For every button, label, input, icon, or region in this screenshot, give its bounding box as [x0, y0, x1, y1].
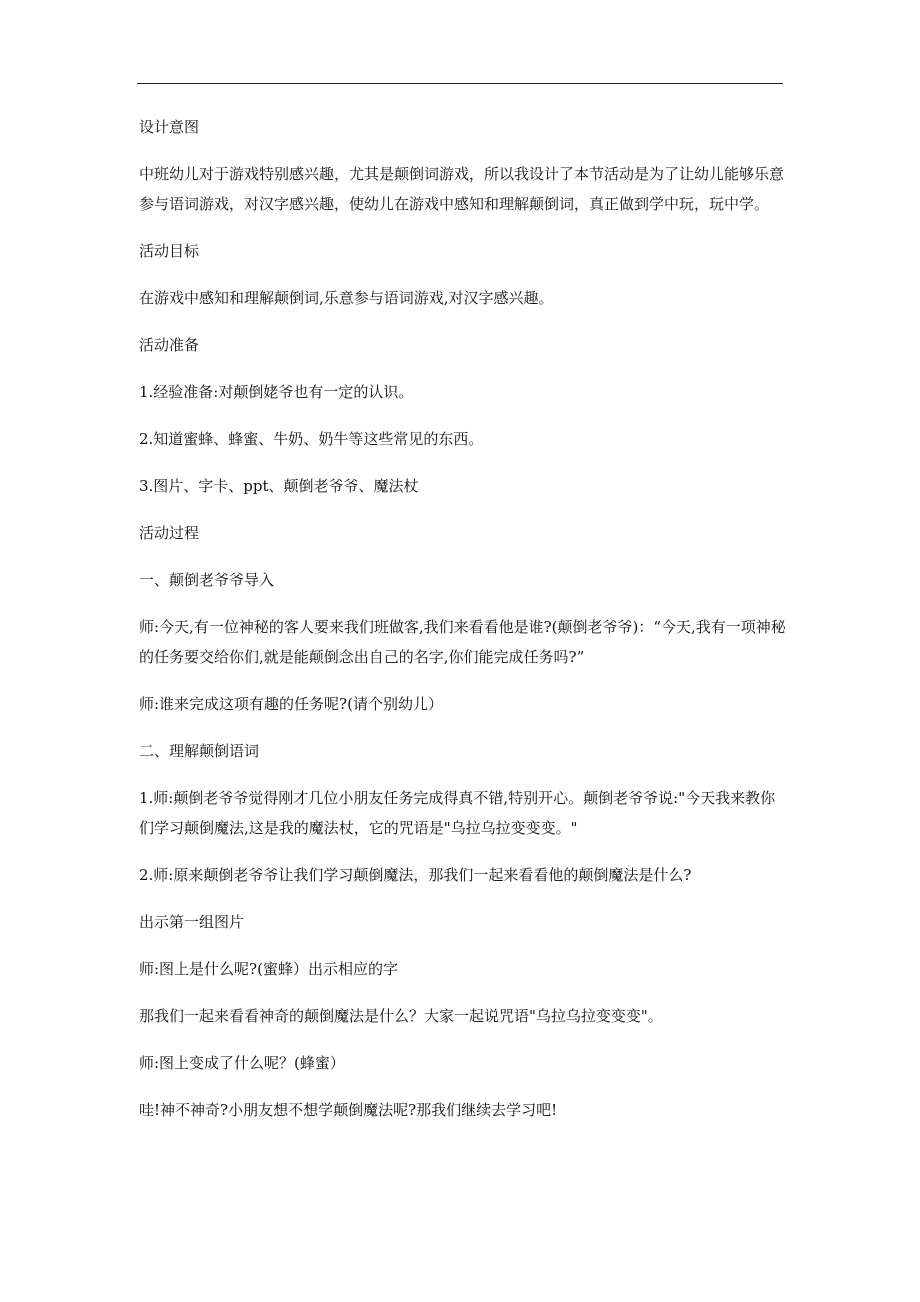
paragraph-spell: 那我们一起来看看神奇的颠倒魔法是什么？大家一起说咒语"乌拉乌拉变变变"。 — [139, 1007, 663, 1025]
paragraph-design-intent: 中班幼儿对于游戏特别感兴趣，尤其是颠倒词游戏，所以我设计了本节活动是为了让幼儿能够乐意参与语词游戏，对汉字感兴趣，使幼儿在游戏中感知和理解颠倒词，真正做到学中玩，玩中学。 — [139, 165, 785, 213]
paragraph-question-2: 师:图上变成了什么呢？(蜂蜜） — [139, 1054, 345, 1072]
paragraph-show-pictures: 出示第一组图片 — [139, 913, 245, 931]
paragraph-teacher-intro: 师:今天,有一位神秘的客人要来我们班做客,我们来看看他是谁?(颠倒老爷爷)：“今天,我有一项神秘的任务要交给你们,就是能颠倒念出自己的名字,你们能完成任务吗?” — [139, 618, 786, 666]
paragraph-step-2: 2.师:原来颠倒老爷爷让我们学习颠倒魔法，那我们一起来看看他的颠倒魔法是什么? — [139, 866, 692, 884]
paragraph-closing: 哇!神不神奇?小朋友想不想学颠倒魔法呢?那我们继续去学习吧! — [139, 1101, 558, 1119]
document-body — [139, 112, 789, 1142]
heading-design-intent: 设计意图 — [139, 118, 200, 136]
paragraph-activity-goal: 在游戏中感知和理解颠倒词,乐意参与语词游戏,对汉字感兴趣。 — [139, 289, 554, 307]
paragraph-step-1: 1.师:颠倒老爷爷觉得刚才几位小朋友任务完成得真不错,特别开心。颠倒老爷爷说:"今天我来教你们学习颠倒魔法,这是我的魔法杖，它的咒语是"乌拉乌拉变变变。" — [139, 789, 776, 837]
heading-activity-goal: 活动目标 — [139, 242, 200, 260]
preparation-item-3: 3.图片、字卡、ppt、颠倒老爷爷、魔法杖 — [139, 477, 419, 495]
preparation-item-1: 1.经验准备:对颠倒姥爷也有一定的认识。 — [139, 383, 414, 401]
paragraph-question-1: 师:图上是什么呢?(蜜蜂）出示相应的字 — [139, 960, 398, 978]
section-heading-1: 一、颠倒老爷爷导入 — [139, 571, 275, 589]
heading-activity-preparation: 活动准备 — [139, 336, 200, 354]
section-heading-2: 二、理解颠倒语词 — [139, 742, 260, 760]
header-rule — [137, 83, 783, 84]
preparation-item-2: 2.知道蜜蜂、蜂蜜、牛奶、奶牛等这些常见的东西。 — [139, 430, 484, 448]
paragraph-teacher-task: 师:谁来完成这项有趣的任务呢?(请个别幼儿） — [139, 695, 443, 713]
heading-activity-process: 活动过程 — [139, 524, 200, 542]
